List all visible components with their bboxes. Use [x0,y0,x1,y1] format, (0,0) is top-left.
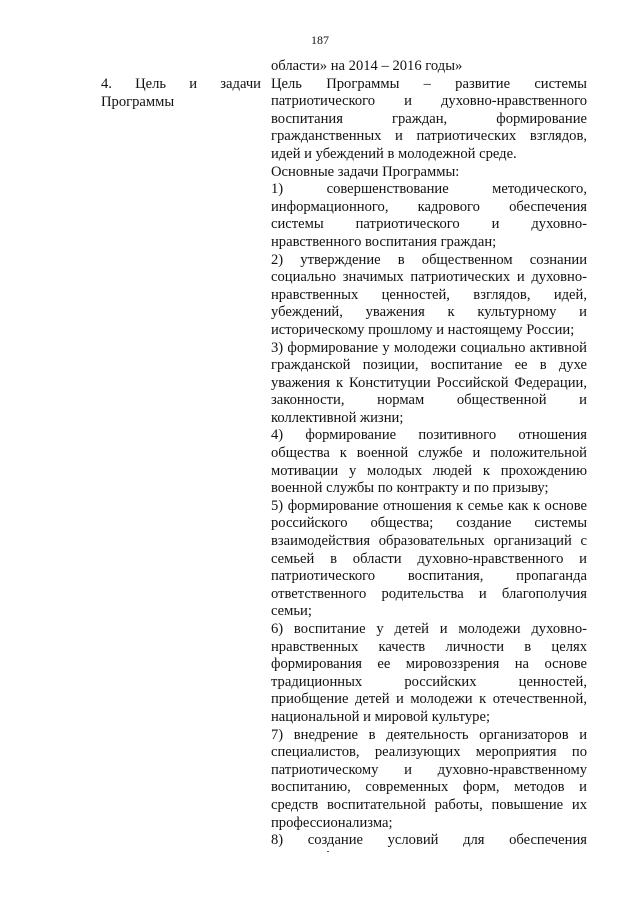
task-item: 7) внедрение в деятельность организаторов и специалистов, реализующих мероприятия по патриотическому и духовно-нравственному воспитанию, современных форм, методов и средств воспитательной работы, повышение их профессионализма; [271,726,587,831]
section-label-line1: 4. Цель и задачи [101,76,261,92]
task-item: 4) формирование позитивного отношения общества к военной службе и положительной мотивации у молодых людей к прохождению военной службы по контракту и по призыву; [271,427,587,497]
scan-speck [327,851,329,852]
page-number: 187 [311,33,329,47]
task-item: 2) утверждение в общественном сознании социально значимых патриотических и духовно-нравственных ценностей, взглядов, идей, убеждений, уважения к культурному и историческому прошлому и настоящему России; [271,251,587,338]
program-goal: Цель Программы – развитие системы патриотического и духовно-нравственного воспитания граждан, формирование гражданственных и патриотических взглядов, идей и убеждений в молодежной среде. [271,75,587,162]
section-label-line2: Программы [101,93,175,110]
continuation-line: области» на 2014 – 2016 годы» [271,58,463,74]
task-item: 6) воспитание у детей и молодежи духовно-нравственных качеств личности в целях формирования ее мировоззрения на основе традиционных российских ценностей, приобщение детей и молодежи к отечественной, национальной и мировой культуре; [271,621,587,725]
task-item: 8) создание условий для обеспечения [271,832,587,849]
task-item: 5) формирование отношения к семье как к основе российского общества; создание системы взаимодействия образовательных организаций с семьей в области духовно-нравственного и патриотического воспитания, пропаганда ответственного родительства и благополучия семьи; [271,497,587,620]
section-content [271,58,587,850]
tasks-heading: Основные задачи Программы: [271,163,460,180]
task-item: 1) совершенствование методического, информационного, кадрового обеспечения системы патриотического и духовно-нравственного воспитания граждан; [271,181,587,250]
section-label [101,76,261,111]
task-item: 3) формирование у молодежи социально активной гражданской позиции, воспитание ее в духе уважения к Конституции Российской Федерации, законности, нормам общественной и коллективной жизни; [271,339,587,426]
